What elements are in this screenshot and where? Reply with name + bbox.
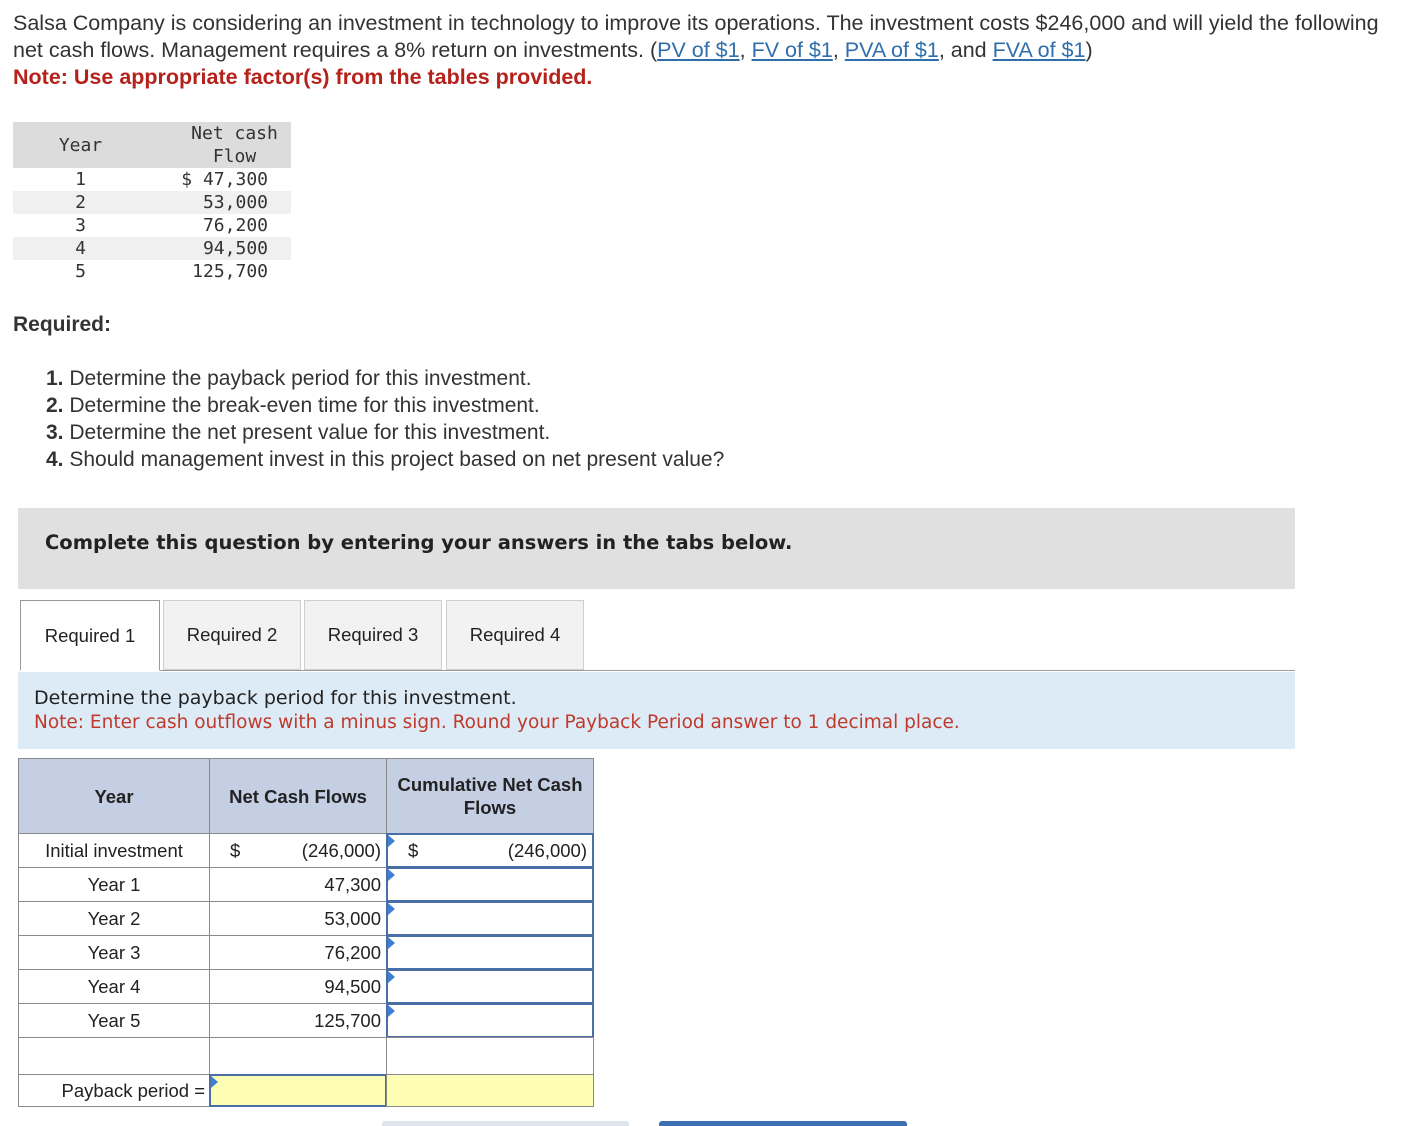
year-cell: 5 <box>75 261 86 282</box>
prev-tab-button[interactable] <box>382 1121 629 1126</box>
tab-required-3[interactable]: Required 3 <box>304 600 442 670</box>
value-cell: $ 47,300 <box>181 169 268 190</box>
grid-header-ncf: Net Cash Flows <box>209 758 387 834</box>
year-cell: 4 <box>13 237 148 260</box>
value-cell: 76,200 <box>202 215 268 236</box>
grid-header-cumulative: Cumulative Net Cash Flows <box>386 758 594 834</box>
fva-link[interactable]: FVA of $1 <box>992 38 1086 62</box>
input-marker-icon <box>211 1076 218 1088</box>
row-label: Year 1 <box>18 867 210 902</box>
question-text <box>13 10 1408 91</box>
payback-period-input[interactable] <box>209 1074 387 1107</box>
ncf-cell: 76,200 <box>209 935 387 970</box>
table-row <box>13 237 291 260</box>
cumulative-input[interactable] <box>386 935 594 970</box>
net-cash-flow-header: Net cash Flow <box>148 122 291 168</box>
pva-link[interactable]: PVA of $1 <box>844 38 939 62</box>
input-marker-icon <box>388 937 395 949</box>
pv-link[interactable]: PV of $1 <box>657 38 740 62</box>
year-cell: 3 <box>75 215 86 236</box>
grid-header-year: Year <box>18 758 210 834</box>
blank-cell <box>209 1037 387 1075</box>
question-body: Salsa Company is considering an investment in technology to improve its operations. The investment costs $246,000 and will yield the following net cash flows. Management requires a 8% return on investments. ( <box>13 11 1379 62</box>
list-item: 1. Determine the payback period for this investment. <box>46 367 532 390</box>
blank-cell <box>18 1037 210 1075</box>
ncf-cell: 47,300 <box>209 867 387 902</box>
table-row <box>13 191 291 214</box>
year-cell: 1 <box>75 169 86 190</box>
tab-instructions <box>18 672 1295 749</box>
required-list <box>46 365 724 473</box>
tab-required-4[interactable]: Required 4 <box>446 600 584 670</box>
list-item: 3. Determine the net present value for this investment. <box>46 421 551 444</box>
value-cell: 94,500 <box>148 237 291 260</box>
separator: , <box>739 38 752 62</box>
row-label: Year 5 <box>18 1003 210 1038</box>
instruction-note: Note: Enter cash outflows with a minus sign. Round your Payback Period answer to 1 decimal place. <box>34 712 960 733</box>
instruction-line: Determine the payback period for this investment. <box>34 687 517 709</box>
cumulative-input[interactable] <box>386 901 594 936</box>
instruction-banner <box>18 508 1295 589</box>
list-item: 2. Determine the break-even time for this investment. <box>46 394 540 417</box>
value-cell: 53,000 <box>148 191 291 214</box>
required-heading: Required: <box>13 313 112 336</box>
table-row <box>13 214 291 237</box>
row-label: Year 4 <box>18 969 210 1004</box>
cumulative-value: (246,000) <box>507 839 587 861</box>
ncf-cell: 125,700 <box>209 1003 387 1038</box>
row-label: Year 3 <box>18 935 210 970</box>
input-marker-icon <box>388 903 395 915</box>
tab-bar <box>20 600 1295 671</box>
ncf-cell <box>209 833 387 868</box>
ncf-value: (246,000) <box>301 839 381 861</box>
year-cell: 2 <box>13 191 148 214</box>
cash-flow-table <box>13 122 291 283</box>
payback-unit-cell <box>386 1074 594 1107</box>
list-item: 4. Should management invest in this project based on net present value? <box>46 448 725 471</box>
separator: ) <box>1085 38 1093 62</box>
input-marker-icon <box>388 1005 395 1017</box>
ncf-cell: 53,000 <box>209 901 387 936</box>
separator: , and <box>938 38 993 62</box>
cumulative-input[interactable] <box>386 867 594 902</box>
tab-baseline <box>20 670 1295 671</box>
fv-link[interactable]: FV of $1 <box>751 38 833 62</box>
tab-required-1[interactable]: Required 1 <box>20 600 160 671</box>
cumulative-input[interactable] <box>386 1003 594 1038</box>
cumulative-input[interactable] <box>386 969 594 1004</box>
input-marker-icon <box>388 971 395 983</box>
currency-symbol: $ <box>408 839 419 861</box>
row-label: Initial investment <box>18 833 210 868</box>
input-marker-icon <box>388 835 395 847</box>
table-row <box>13 260 291 283</box>
row-label: Year 2 <box>18 901 210 936</box>
value-cell: 125,700 <box>192 261 268 282</box>
next-tab-button[interactable] <box>659 1121 907 1126</box>
ncf-cell: 94,500 <box>209 969 387 1004</box>
year-header: Year <box>13 122 148 168</box>
banner-text: Complete this question by entering your answers in the tabs below. <box>45 531 793 554</box>
payback-label: Payback period = <box>18 1074 210 1107</box>
question-note: Note: Use appropriate factor(s) from the tables provided. <box>13 65 593 89</box>
tab-required-2[interactable]: Required 2 <box>163 600 301 670</box>
currency-symbol: $ <box>230 839 241 861</box>
separator: , <box>832 38 845 62</box>
blank-cell <box>386 1037 594 1075</box>
cumulative-input[interactable] <box>386 833 594 868</box>
input-marker-icon <box>388 869 395 881</box>
table-row <box>13 168 291 191</box>
